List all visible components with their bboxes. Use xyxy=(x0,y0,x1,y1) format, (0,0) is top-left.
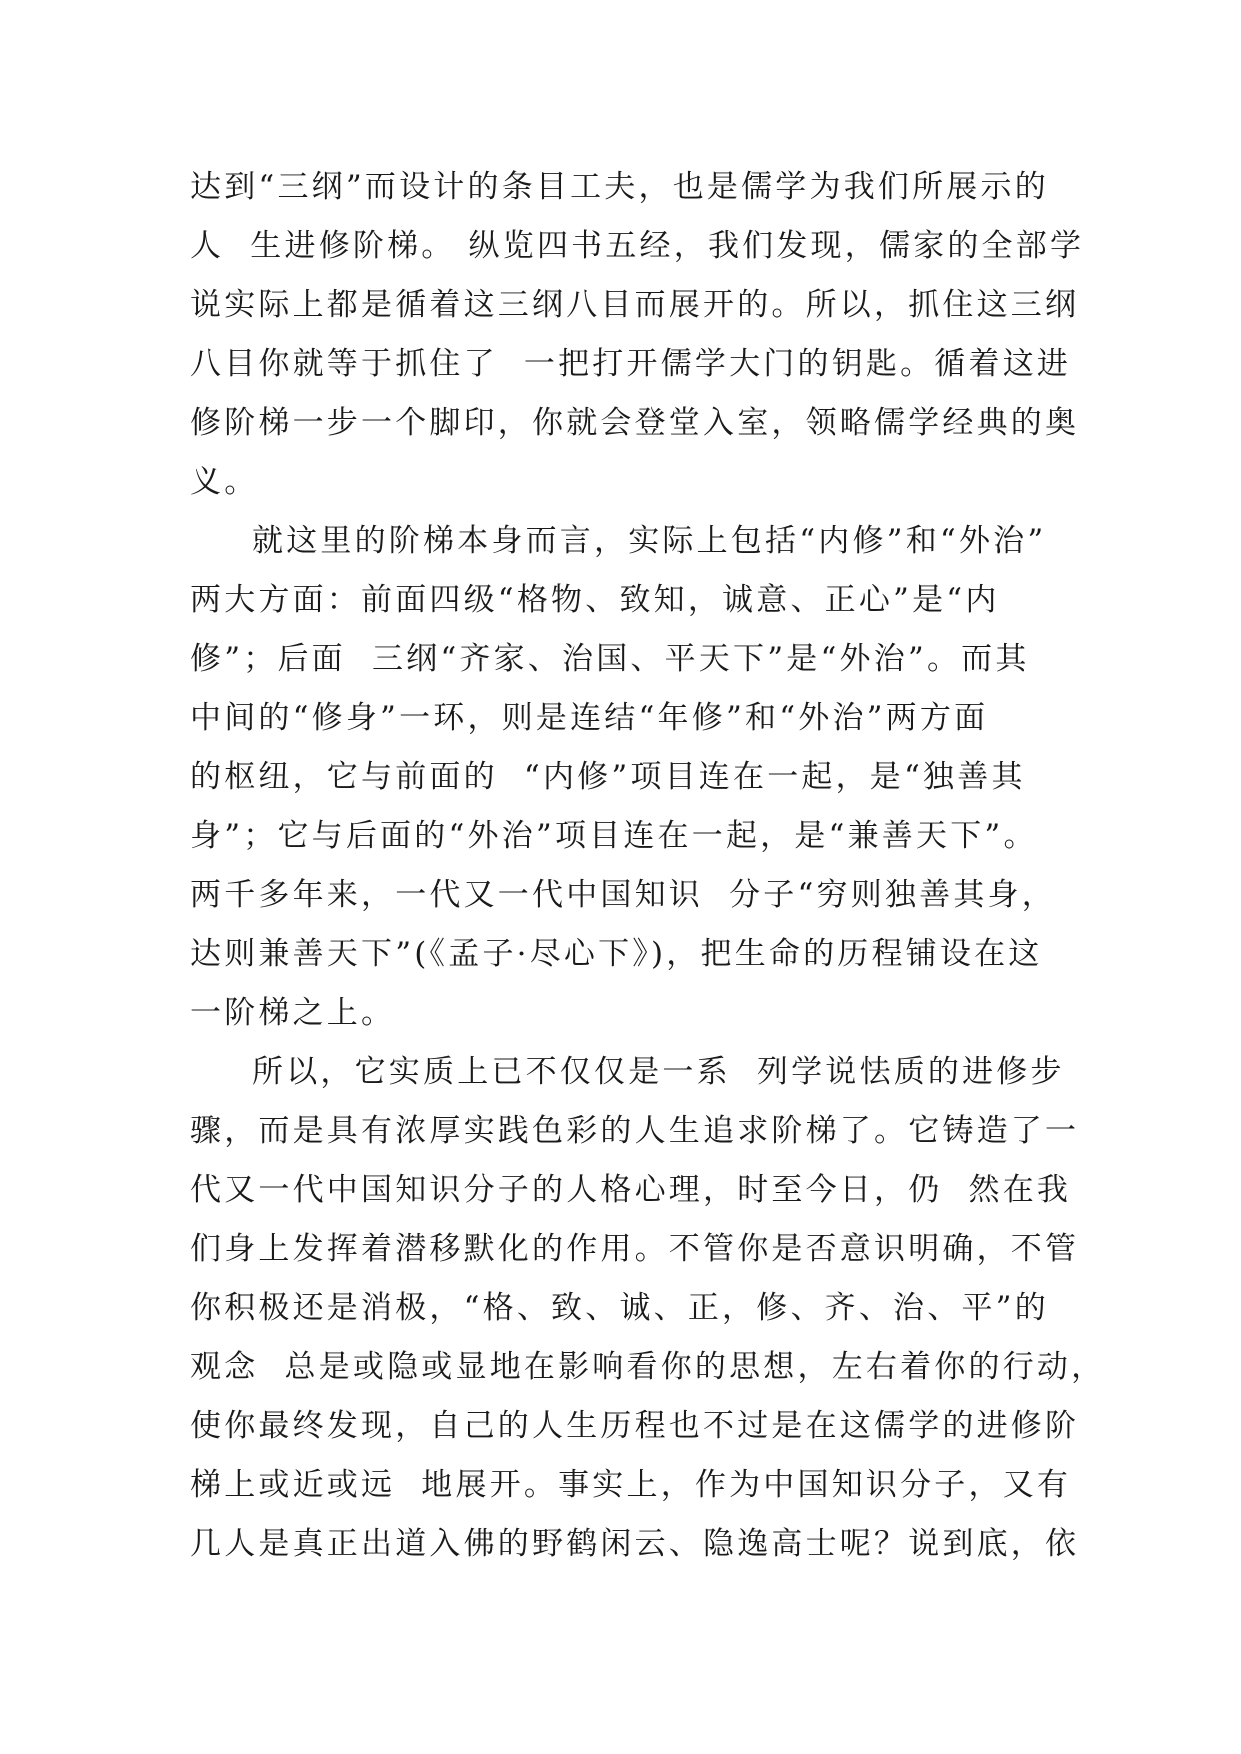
text-line-16: 所以，它实质上已不仅仅是一系 列学说怯质的进修步 xyxy=(252,1054,1065,1090)
text-line-1: 达到“三纲”而设计的条目工夫，也是儒学为我们所展示的 xyxy=(190,169,1049,205)
text-line-3: 说实际上都是循着这三纲八目而展开的。所以，抓住这三纲 xyxy=(190,287,1080,323)
text-line-13: 两千多年来，一代又一代中国知识 分子“穷则独善其身， xyxy=(190,877,1056,913)
text-line-21: 观念 总是或隐或显地在影响看你的思想，左右着你的行动， xyxy=(190,1349,1106,1385)
text-line-2: 人 生进修阶梯。 纵览四书五经，我们发现，儒家的全部学 xyxy=(190,228,1085,264)
text-line-14: 达则兼善天下”(《孟子·尽心下》)，把生命的历程铺设在这 xyxy=(190,936,1043,972)
body-text xyxy=(190,158,1106,1574)
text-line-5: 修阶梯一步一个脚印，你就会登堂入室，领略儒学经典的奥 xyxy=(190,405,1080,441)
text-line-24: 几人是真正出道入佛的野鹤闲云、隐逸高士呢？说到底，依 xyxy=(190,1526,1080,1562)
text-line-9: 修”；后面 三纲“齐家、治国、平天下”是“外治”。而其 xyxy=(190,641,1030,677)
text-line-22: 使你最终发现，自己的人生历程也不过是在这儒学的进修阶 xyxy=(190,1408,1080,1444)
text-line-19: 们身上发挥着潜移默化的作用。不管你是否意识明确，不管 xyxy=(190,1231,1080,1267)
text-line-8: 两大方面：前面四级“格物、致知，诚意、正心”是“内 xyxy=(190,582,1000,618)
text-line-4: 八目你就等于抓住了 一把打开儒学大门的钥匙。循着这进 xyxy=(190,346,1072,382)
text-line-10: 中间的“修身”一环，则是连结“年修”和“外治”两方面 xyxy=(190,700,989,736)
text-line-23: 梯上或近或远 地展开。事实上，作为中国知识分子，又有 xyxy=(190,1467,1072,1503)
text-line-15: 一阶梯之上。 xyxy=(190,995,396,1031)
text-line-12: 身”；它与后面的“外治”项目连在一起，是“兼善天下”。 xyxy=(190,818,1038,854)
text-line-18: 代又一代中国知识分子的人格心理，时至今日，仍 然在我 xyxy=(190,1172,1072,1208)
text-line-11: 的枢纽，它与前面的 “内修”项目连在一起，是“独善其 xyxy=(190,759,1026,795)
text-line-17: 骤，而是具有浓厚实践色彩的人生追求阶梯了。它铸造了一 xyxy=(190,1113,1080,1149)
text-line-6: 义。 xyxy=(190,464,259,500)
text-line-7: 就这里的阶梯本身而言，实际上包括“内修”和“外治” xyxy=(252,523,1047,559)
text-line-20: 你积极还是消极，“格、致、诚、正，修、齐、治、平”的 xyxy=(190,1290,1049,1326)
